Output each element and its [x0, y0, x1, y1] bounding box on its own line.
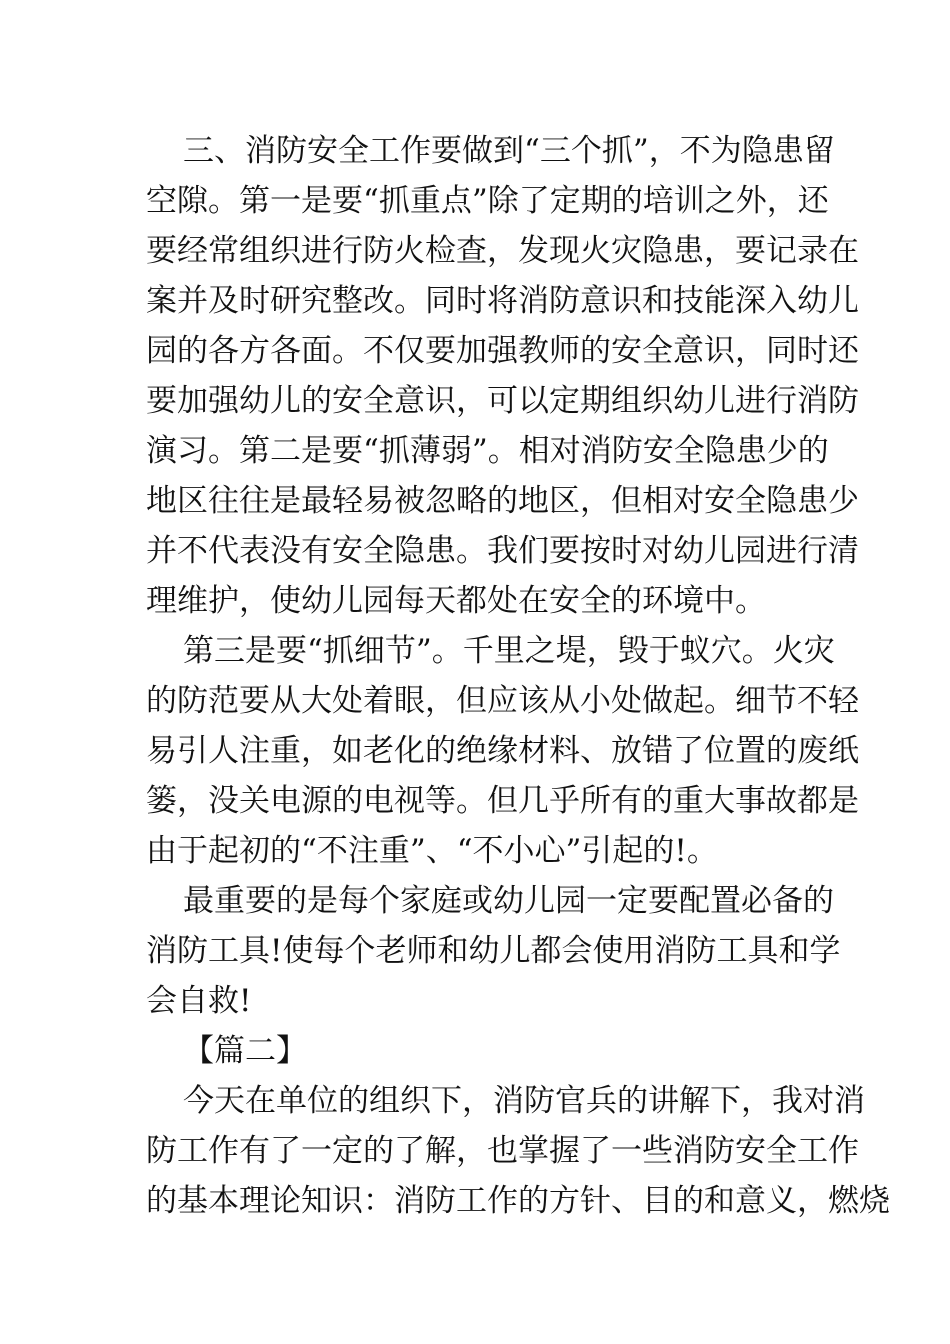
- paragraph-line: 并不代表没有安全隐患。我们要按时对幼儿园进行清: [146, 533, 859, 569]
- paragraph-line: 篓，没关电源的电视等。但几乎所有的重大事故都是: [146, 783, 859, 819]
- paragraph-line: 防工作有了一定的了解，也掌握了一些消防安全工作: [146, 1133, 859, 1169]
- paragraph-line: 会自救!: [146, 983, 252, 1019]
- paragraph-line: 最重要的是每个家庭或幼儿园一定要配置必备的: [183, 883, 834, 919]
- paragraph-line: 演习。第二是要“抓薄弱”。相对消防安全隐患少的: [146, 433, 829, 469]
- paragraph-line: 案并及时研究整改。同时将消防意识和技能深入幼儿: [146, 283, 859, 319]
- paragraph-line: 的防范要从大处着眼，但应该从小处做起。细节不轻: [146, 683, 859, 719]
- paragraph-line: 园的各方各面。不仅要加强教师的安全意识，同时还: [146, 333, 859, 369]
- document-body: [146, 126, 890, 1226]
- section-heading: 【篇二】: [183, 1033, 307, 1069]
- paragraph-line: 由于起初的“不注重”、“不小心”引起的!。: [146, 833, 718, 869]
- paragraph-line: 要经常组织进行防火检查，发现火灾隐患，要记录在: [146, 233, 859, 269]
- paragraph-line: 的基本理论知识：消防工作的方针、目的和意义，燃烧: [146, 1183, 890, 1219]
- paragraph-line: 今天在单位的组织下，消防官兵的讲解下，我对消: [183, 1083, 865, 1119]
- paragraph-line: 消防工具!使每个老师和幼儿都会使用消防工具和学: [146, 933, 841, 969]
- paragraph-line: 地区往往是最轻易被忽略的地区，但相对安全隐患少: [146, 483, 859, 519]
- paragraph-line: 易引人注重，如老化的绝缘材料、放错了位置的废纸: [146, 733, 859, 769]
- paragraph-line: 三、消防安全工作要做到“三个抓”，不为隐患留: [183, 133, 835, 169]
- paragraph-line: 空隙。第一是要“抓重点”除了定期的培训之外，还: [146, 183, 829, 219]
- paragraph-line: 理维护，使幼儿园每天都处在安全的环境中。: [146, 583, 766, 619]
- paragraph-line: 要加强幼儿的安全意识，可以定期组织幼儿进行消防: [146, 383, 859, 419]
- paragraph-line: 第三是要“抓细节”。千里之堤，毁于蚁穴。火灾: [183, 633, 835, 669]
